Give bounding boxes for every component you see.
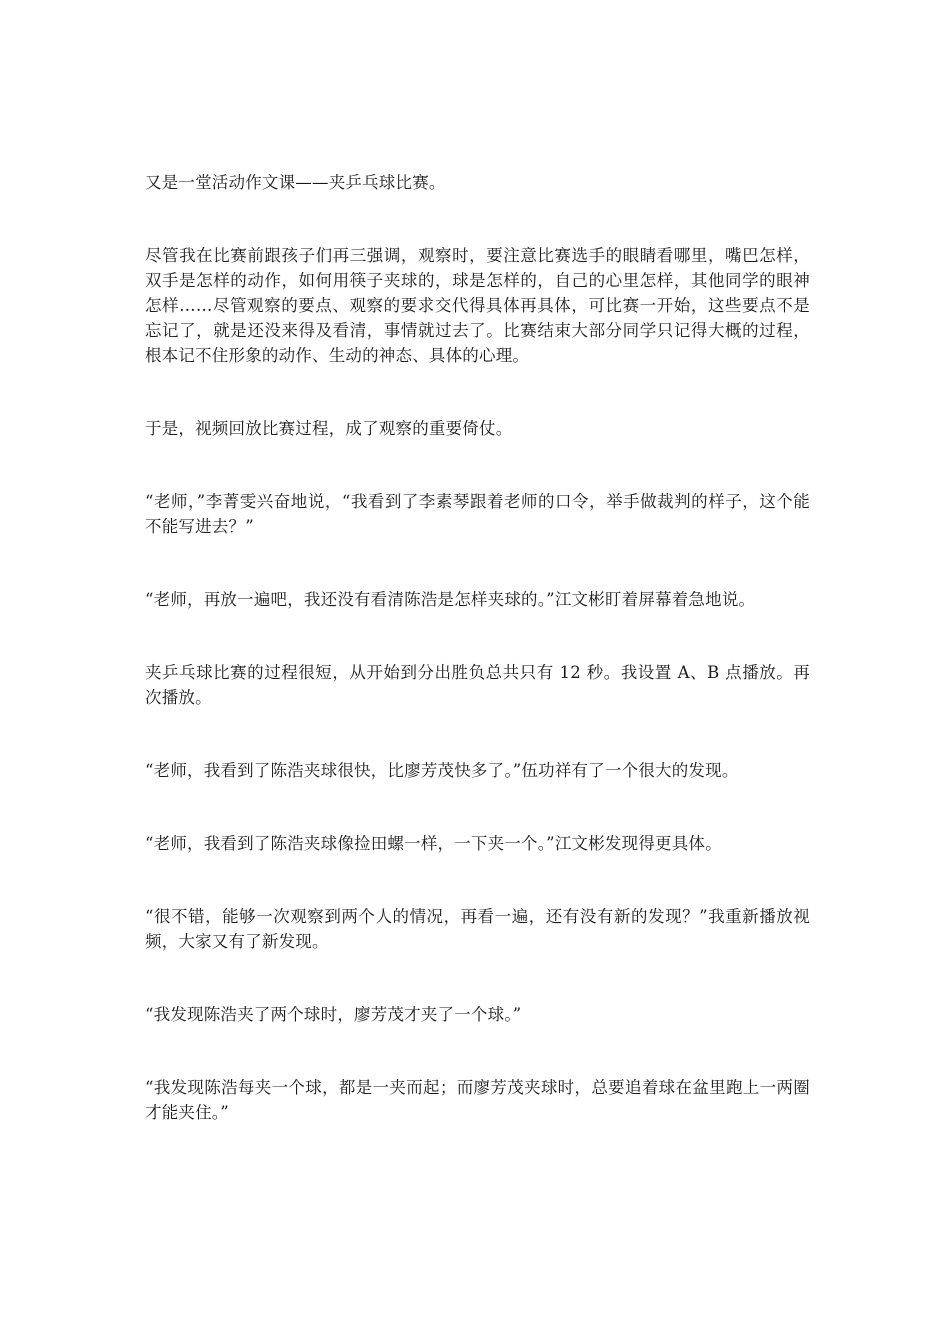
paragraph-9: “很不错，能够一次观察到两个人的情况，再看一遍，还有没有新的发现？”我重新播放视频，大家又有了新发现。 [145,907,810,951]
paragraph-6: 夹乒乓球比赛的过程很短，从开始到分出胜负总共只有 12 秒。我设置 A、B 点播放。再次播放。 [145,663,810,707]
paragraph-8: “老师，我看到了陈浩夹球像捡田螺一样，一下夹一个。”江文彬发现得更具体。 [145,834,722,853]
paragraph-1: 又是一堂活动作文课——夹乒乓球比赛。 [145,173,446,192]
paragraph-11: “我发现陈浩每夹一个球，都是一夹而起；而廖芳茂夹球时，总要追着球在盆里跑上一两圈才能夹住。” [145,1078,810,1122]
paragraph-3: 于是，视频回放比赛过程，成了观察的重要倚仗。 [145,419,513,438]
paragraph-10: “我发现陈浩夹了两个球时，廖芳茂才夹了一个球。” [145,1005,522,1024]
paragraph-2: 尽管我在比赛前跟孩子们再三强调，观察时，要注意比赛选手的眼睛看哪里，嘴巴怎样，双手是怎样的动作，如何用筷子夹球的，球是怎样的，自己的心里怎样，其他同学的眼神怎样……尽管观察的要点、观察的要求交代得具体再具体，可比赛一开始，这些要点不是忘记了，就是还没来得及看清，事情就过去了。比赛结束大部分同学只记得大概的过程，根本记不住形象的动作、生动的神态、具体的心理。 [145,246,810,365]
paragraph-7: “老师，我看到了陈浩夹球很快，比廖芳茂快多了。”伍功祥有了一个很大的发现。 [145,761,739,780]
document-body [145,170,810,1125]
paragraph-4: “老师，”李菁雯兴奋地说，“我看到了李素琴跟着老师的口令，举手做裁判的样子，这个能不能写进去？” [145,492,810,536]
paragraph-5: “老师，再放一遍吧，我还没有看清陈浩是怎样夹球的。”江文彬盯着屏幕着急地说。 [145,590,756,609]
